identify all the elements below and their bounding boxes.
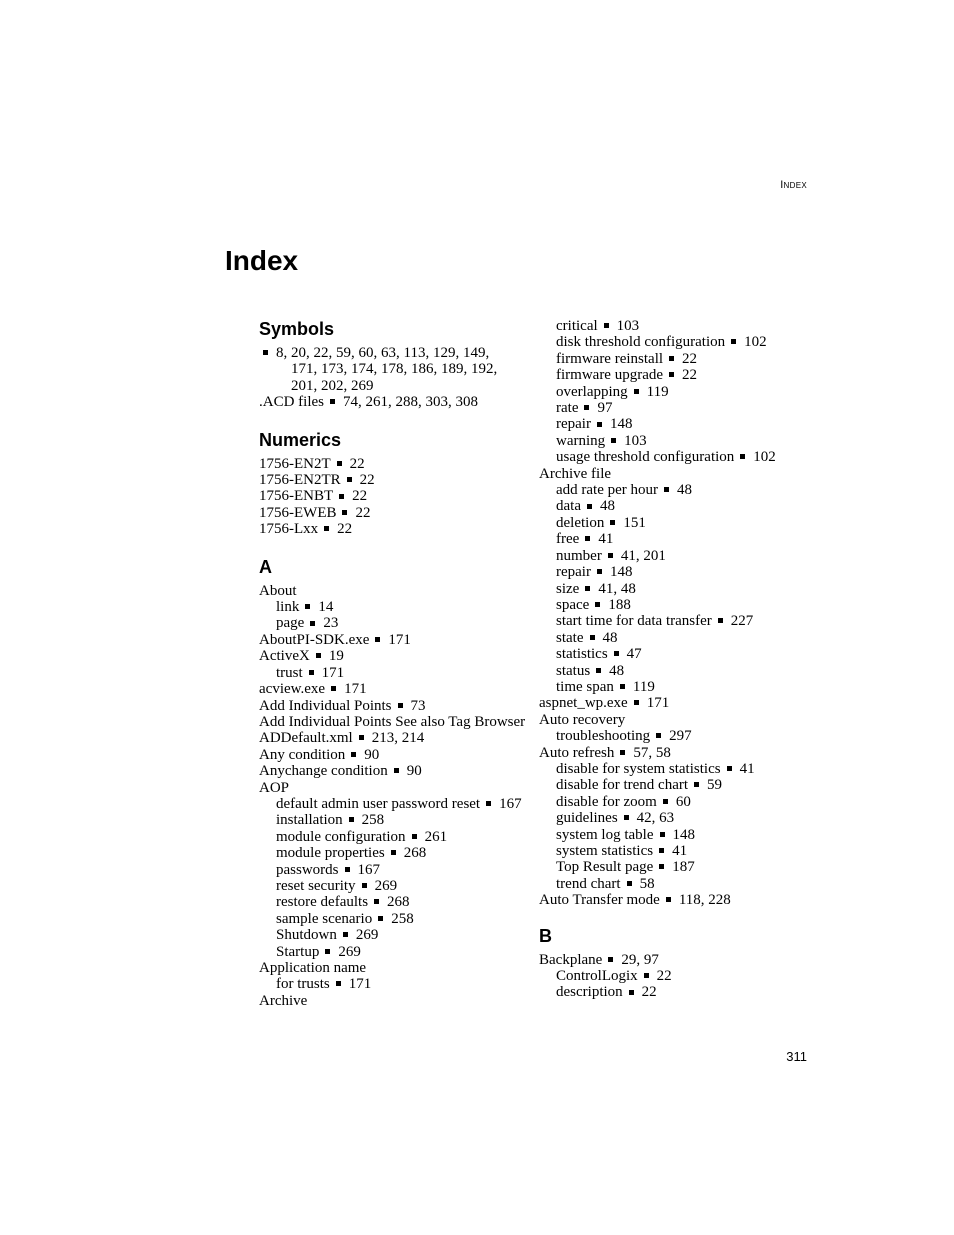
index-subentry xyxy=(259,927,534,943)
index-subentry xyxy=(539,630,809,646)
index-pages-continued: 201, 202, 269 xyxy=(291,377,374,394)
index-pages: 22 xyxy=(656,968,672,985)
page-number: 311 xyxy=(786,1049,807,1064)
bullet-icon xyxy=(624,815,629,820)
index-term: firmware upgrade xyxy=(556,367,664,384)
running-head: Index xyxy=(780,179,807,191)
index-term: passwords xyxy=(276,861,339,878)
index-subentry xyxy=(539,581,809,597)
bullet-icon xyxy=(330,399,335,404)
bullet-icon xyxy=(608,553,613,558)
index-term: Add Individual Points See also Tag Browser xyxy=(259,713,526,730)
index-entry xyxy=(259,993,534,1009)
index-pages: 59 xyxy=(707,777,723,794)
index-entry xyxy=(259,521,534,537)
numerics-list xyxy=(259,456,534,538)
bullet-icon xyxy=(324,526,329,531)
index-term: deletion xyxy=(556,514,605,531)
bullet-icon xyxy=(316,653,321,658)
index-subentry xyxy=(259,944,534,960)
index-term: statistics xyxy=(556,646,608,663)
bullet-icon xyxy=(337,461,342,466)
bullet-icon xyxy=(694,782,699,787)
bullet-icon xyxy=(634,700,639,705)
bullet-icon xyxy=(595,602,600,607)
index-pages: 171 xyxy=(646,695,670,712)
index-subentry xyxy=(259,829,534,845)
index-entry xyxy=(259,763,534,779)
bullet-icon xyxy=(374,899,379,904)
index-term: aspnet_wp.exe xyxy=(539,695,628,712)
index-pages: 171 xyxy=(388,631,411,648)
index-term: Startup xyxy=(276,943,320,960)
index-subentry xyxy=(539,984,809,1000)
index-term: guidelines xyxy=(556,810,618,827)
bullet-icon xyxy=(310,621,315,626)
index-pages: 151 xyxy=(623,514,646,531)
bullet-icon xyxy=(663,799,668,804)
index-pages: 261 xyxy=(424,828,448,845)
bullet-icon xyxy=(727,766,732,771)
index-pages: 58 xyxy=(639,875,655,892)
index-entry xyxy=(259,472,534,488)
index-pages: 48 xyxy=(599,498,615,515)
index-subentry xyxy=(539,531,809,547)
bullet-icon xyxy=(309,670,314,675)
bullet-icon xyxy=(263,350,268,355)
index-pages: 102 xyxy=(744,334,767,351)
index-entry xyxy=(259,488,534,504)
bullet-icon xyxy=(359,735,364,740)
index-pages: 48 xyxy=(609,662,625,679)
index-subentry xyxy=(539,318,809,334)
index-subentry xyxy=(539,384,809,400)
index-subentry xyxy=(539,794,809,810)
bullet-icon xyxy=(614,651,619,656)
index-term: for trusts xyxy=(276,976,330,993)
index-subentry xyxy=(539,613,809,629)
index-entry xyxy=(259,648,534,664)
index-entry xyxy=(259,714,534,730)
bullet-icon xyxy=(325,949,330,954)
bullet-icon xyxy=(660,832,665,837)
index-pages: 90 xyxy=(364,746,380,763)
index-term: state xyxy=(556,629,584,646)
section-a-list xyxy=(259,583,534,1010)
index-term: Auto refresh xyxy=(539,744,615,761)
bullet-icon xyxy=(590,635,595,640)
index-subentry xyxy=(539,728,809,744)
index-subentry xyxy=(539,515,809,531)
index-pages: 103 xyxy=(616,318,640,334)
bullet-icon xyxy=(666,897,671,902)
index-term: Shutdown xyxy=(276,927,337,944)
index-pages: 48 xyxy=(602,629,618,646)
index-pages: 22 xyxy=(355,504,371,521)
index-term: system statistics xyxy=(556,843,654,859)
index-term: acview.exe xyxy=(259,681,326,698)
index-term: installation xyxy=(276,812,343,829)
index-term: 1756-EN2T xyxy=(259,455,331,472)
index-term: description xyxy=(556,984,623,1001)
section-heading-b: B xyxy=(539,925,552,946)
index-entry xyxy=(259,960,534,976)
index-term: start time for data transfer xyxy=(556,613,712,630)
index-pages: 227 xyxy=(730,613,754,630)
index-subentry xyxy=(259,878,534,894)
index-pages: 19 xyxy=(328,648,344,665)
index-pages: 148 xyxy=(609,416,633,433)
index-term: warning xyxy=(556,432,606,449)
bullet-icon xyxy=(391,850,396,855)
section-b-list xyxy=(539,952,809,1001)
index-term: .ACD files xyxy=(259,394,324,411)
index-pages: 8, 20, 22, 59, 60, 63, 113, 129, 149, xyxy=(276,345,490,361)
bullet-icon xyxy=(731,339,736,344)
index-term: Application name xyxy=(259,960,367,976)
index-entry xyxy=(259,394,534,410)
index-subentry xyxy=(539,482,809,498)
index-pages: 90 xyxy=(406,763,422,780)
index-pages: 188 xyxy=(608,596,631,613)
index-pages: 23 xyxy=(323,615,339,632)
index-entry xyxy=(539,892,809,908)
index-term: size xyxy=(556,580,580,597)
index-term: add rate per hour xyxy=(556,482,659,499)
bullet-icon xyxy=(620,750,625,755)
index-subentry xyxy=(539,351,809,367)
index-term: 1756-EN2TR xyxy=(259,472,341,489)
bullet-icon xyxy=(347,477,352,482)
index-term: repair xyxy=(556,564,591,581)
bullet-icon xyxy=(611,438,616,443)
index-subentry xyxy=(259,599,534,615)
bullet-icon xyxy=(375,637,380,642)
index-pages: 148 xyxy=(609,564,633,581)
bullet-icon xyxy=(740,454,745,459)
index-term: AboutPI-SDK.exe xyxy=(259,631,370,648)
bullet-icon xyxy=(664,487,669,492)
index-pages: 14 xyxy=(318,599,334,616)
index-term: 1756-EWEB xyxy=(259,504,337,521)
index-term: sample scenario xyxy=(276,910,373,927)
bullet-icon xyxy=(342,510,347,515)
bullet-icon xyxy=(378,916,383,921)
index-term: Backplane xyxy=(539,951,603,968)
index-entry xyxy=(259,747,534,763)
index-term: 1756-ENBT xyxy=(259,488,334,505)
bullet-icon xyxy=(597,569,602,574)
index-pages: 41 xyxy=(672,843,688,859)
index-term: trend chart xyxy=(556,875,621,892)
index-pages: 213, 214 xyxy=(371,730,425,747)
index-subentry xyxy=(259,894,534,910)
index-term: default admin user password reset xyxy=(276,795,481,812)
page-title: Index xyxy=(225,245,299,276)
index-subentry xyxy=(539,367,809,383)
index-subentry xyxy=(539,597,809,613)
bullet-icon xyxy=(349,817,354,822)
index-entry xyxy=(259,505,534,521)
bullet-icon xyxy=(604,323,609,328)
index-entry xyxy=(539,745,809,761)
index-subentry xyxy=(539,564,809,580)
index-pages-continued: 171, 173, 174, 178, 186, 189, 192, xyxy=(291,361,498,378)
index-term: troubleshooting xyxy=(556,728,651,745)
index-term: disable for zoom xyxy=(556,793,657,810)
bullet-icon xyxy=(362,883,367,888)
index-term: restore defaults xyxy=(276,894,369,911)
index-term: system log table xyxy=(556,826,654,843)
index-term: Anychange condition xyxy=(259,763,388,780)
bullet-icon xyxy=(627,881,632,886)
index-pages: 269 xyxy=(374,877,398,894)
index-term: disable for trend chart xyxy=(556,777,689,794)
bullet-icon xyxy=(412,834,417,839)
index-term: critical xyxy=(556,318,598,334)
index-entry xyxy=(259,456,534,472)
index-term: module configuration xyxy=(276,828,406,845)
index-term: overlapping xyxy=(556,383,628,400)
bullet-icon xyxy=(669,372,674,377)
index-term: AOP xyxy=(259,779,290,796)
index-pages: 48 xyxy=(677,482,693,499)
index-subentry xyxy=(259,845,534,861)
bullet-icon xyxy=(608,957,613,962)
bullet-icon xyxy=(331,686,336,691)
index-pages: 269 xyxy=(355,927,379,944)
index-subentry xyxy=(539,843,809,859)
index-entry-bullet-symbol xyxy=(259,345,534,361)
bullet-icon xyxy=(656,733,661,738)
index-pages: 22 xyxy=(682,350,698,367)
index-term: free xyxy=(556,531,580,548)
bullet-icon xyxy=(339,494,344,499)
bullet-icon xyxy=(394,768,399,773)
bullet-icon xyxy=(585,536,590,541)
index-subentry xyxy=(539,334,809,350)
bullet-icon xyxy=(659,864,664,869)
bullet-icon xyxy=(486,801,491,806)
index-term: Archive xyxy=(259,992,308,1009)
index-pages: 118, 228 xyxy=(678,892,731,909)
index-pages: 22 xyxy=(349,455,365,472)
bullet-icon xyxy=(634,389,639,394)
bullet-icon xyxy=(587,504,592,509)
index-term: Archive file xyxy=(539,465,612,482)
index-pages: 42, 63 xyxy=(636,810,675,827)
index-subentry xyxy=(539,400,809,416)
index-term: page xyxy=(276,615,305,632)
index-subentry xyxy=(539,548,809,564)
index-pages: 119 xyxy=(646,383,669,400)
index-term: Auto Transfer mode xyxy=(539,892,660,909)
index-subentry xyxy=(539,827,809,843)
index-pages: 171 xyxy=(321,664,345,681)
index-pages: 41 xyxy=(739,760,755,777)
bullet-icon xyxy=(597,422,602,427)
index-term: disable for system statistics xyxy=(556,760,721,777)
index-term: reset security xyxy=(276,877,356,894)
bullet-icon xyxy=(305,604,310,609)
section-heading-a: A xyxy=(259,556,272,577)
index-pages: 167 xyxy=(357,861,380,878)
index-pages: 167 xyxy=(499,795,522,812)
bullet-icon xyxy=(351,752,356,757)
index-term: link xyxy=(276,599,300,616)
index-subentry xyxy=(259,862,534,878)
bullet-icon xyxy=(718,618,723,623)
index-subentry xyxy=(539,859,809,875)
bullet-icon xyxy=(669,356,674,361)
index-term: Auto recovery xyxy=(539,711,626,728)
index-subentry xyxy=(539,416,809,432)
index-term: Any condition xyxy=(259,746,346,763)
section-heading-symbols: Symbols xyxy=(259,319,335,339)
index-term: space xyxy=(556,596,590,613)
index-pages: 268 xyxy=(403,845,427,862)
index-pages: 41, 201 xyxy=(620,547,666,564)
index-column-left xyxy=(259,318,534,1009)
bullet-icon xyxy=(336,981,341,986)
index-pages: 57, 58 xyxy=(633,744,671,761)
index-entry xyxy=(259,698,534,714)
section-a-continued-list xyxy=(539,318,809,909)
index-term: disk threshold configuration xyxy=(556,334,726,351)
index-pages: 97 xyxy=(597,400,613,417)
index-pages: 171 xyxy=(348,976,372,993)
index-term: usage threshold configuration xyxy=(556,449,735,466)
index-term: ControlLogix xyxy=(556,968,638,985)
index-subentry xyxy=(539,777,809,793)
index-column-right xyxy=(539,318,809,1001)
index-pages: 60 xyxy=(675,793,691,810)
index-pages: 22 xyxy=(352,488,368,505)
index-pages: 74, 261, 288, 303, 308 xyxy=(343,394,478,411)
index-entry xyxy=(259,780,534,796)
index-subentry xyxy=(539,498,809,514)
bullet-icon xyxy=(585,586,590,591)
bullet-icon xyxy=(584,405,589,410)
index-pages: 297 xyxy=(669,728,692,745)
bullet-icon xyxy=(345,867,350,872)
index-subentry xyxy=(539,663,809,679)
index-term: time span xyxy=(556,678,614,695)
bullet-icon xyxy=(644,973,649,978)
index-term: ADDefault.xml xyxy=(259,730,353,747)
index-pages: 187 xyxy=(672,859,695,876)
index-subentry xyxy=(259,796,534,812)
index-pages: 22 xyxy=(682,367,698,384)
index-subentry xyxy=(259,615,534,631)
bullet-icon xyxy=(629,990,634,995)
bullet-icon xyxy=(620,684,625,689)
index-subentry xyxy=(539,810,809,826)
index-term: rate xyxy=(556,400,579,417)
index-pages: 268 xyxy=(387,894,410,911)
bullet-icon xyxy=(610,520,615,525)
index-pages: 47 xyxy=(626,646,642,663)
index-subentry xyxy=(539,433,809,449)
index-entry xyxy=(539,466,809,482)
index-entry xyxy=(259,730,534,746)
index-entry xyxy=(539,695,809,711)
bullet-icon xyxy=(659,848,664,853)
index-subentry xyxy=(539,646,809,662)
index-entry xyxy=(259,681,534,697)
index-entry xyxy=(539,952,809,968)
index-pages: 22 xyxy=(337,521,353,538)
index-pages: 258 xyxy=(391,910,414,927)
bullet-icon xyxy=(343,932,348,937)
index-subentry xyxy=(259,976,534,992)
index-pages: 22 xyxy=(641,984,657,1001)
index-subentry xyxy=(259,812,534,828)
index-subentry xyxy=(539,449,809,465)
index-term: number xyxy=(556,547,602,564)
index-pages: 269 xyxy=(338,943,361,960)
index-subentry xyxy=(539,968,809,984)
index-pages: 73 xyxy=(410,697,426,714)
index-term: firmware reinstall xyxy=(556,350,664,367)
index-term: ActiveX xyxy=(259,648,310,665)
index-term: status xyxy=(556,662,591,679)
index-pages: 41, 48 xyxy=(598,580,636,597)
index-entry xyxy=(259,583,534,599)
index-entry xyxy=(539,712,809,728)
index-subentry xyxy=(539,876,809,892)
index-pages: 102 xyxy=(753,449,776,466)
index-term: data xyxy=(556,498,581,515)
index-term: module properties xyxy=(276,845,385,862)
index-term: trust xyxy=(276,664,303,681)
index-pages: 119 xyxy=(632,678,655,695)
index-pages: 29, 97 xyxy=(621,951,659,968)
index-subentry xyxy=(259,911,534,927)
index-subentry xyxy=(259,665,534,681)
index-term: Top Result page xyxy=(556,859,654,876)
index-pages: 41 xyxy=(598,531,614,548)
index-entry xyxy=(259,632,534,648)
index-pages: 171 xyxy=(344,681,367,698)
index-subentry xyxy=(539,761,809,777)
index-term: repair xyxy=(556,416,591,433)
index-term: About xyxy=(259,582,297,599)
index-pages: 103 xyxy=(624,432,647,449)
index-pages: 258 xyxy=(361,812,385,829)
section-heading-numerics: Numerics xyxy=(259,429,342,450)
index-term: Add Individual Points xyxy=(259,697,392,714)
index-pages: 148 xyxy=(672,826,695,843)
index-pages: 22 xyxy=(359,472,375,489)
bullet-icon xyxy=(596,668,601,673)
index-subentry xyxy=(539,679,809,695)
index-term: 1756-Lxx xyxy=(259,521,319,538)
bullet-icon xyxy=(398,703,403,708)
